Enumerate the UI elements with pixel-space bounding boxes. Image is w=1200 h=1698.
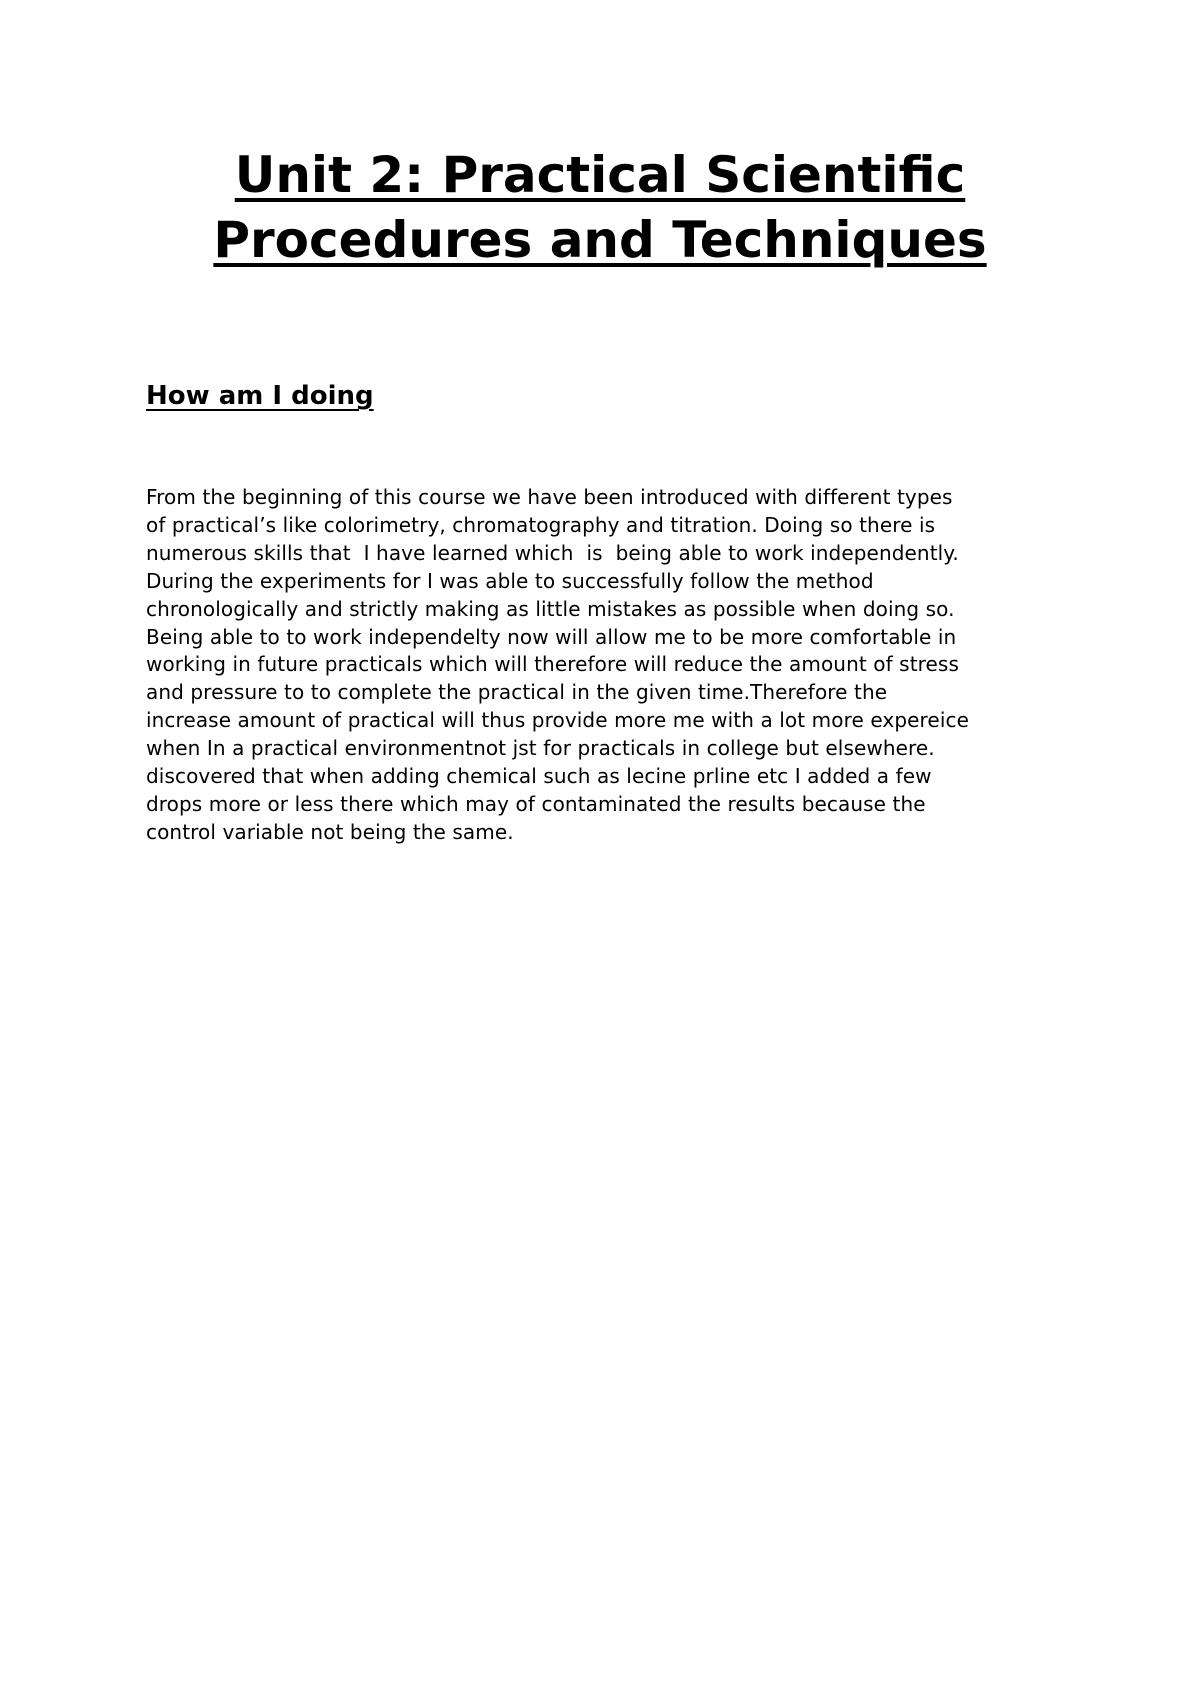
title-line-1: Unit 2: Practical Scientific <box>234 146 966 204</box>
paragraph-line: increase amount of practical will thus provide more me with a lot more expereice <box>146 708 969 733</box>
paragraph-line: Being able to to work independelty now will allow me to be more comfortable in <box>146 624 957 649</box>
paragraph-line: of practical’s like colorimetry, chromatography and titration. Doing so there is <box>146 512 936 537</box>
paragraph-line: From the beginning of this course we have been introduced with different types <box>146 485 953 509</box>
paragraph-line: discovered that when adding chemical such as lecine prline etc I added a few <box>146 764 932 789</box>
paragraph-line: drops more or less there which may of contaminated the results because the <box>146 791 926 816</box>
paragraph-line: when In a practical environmentnot jst for practicals in college but elsewhere. <box>146 736 935 761</box>
document-title <box>0 143 1200 273</box>
paragraph-line: During the experiments for I was able to successfully follow the method <box>146 568 874 593</box>
paragraph-line: chronologically and strictly making as little mistakes as possible when doing so. <box>146 596 955 621</box>
paragraph-line: numerous skills that I have learned which is being able to work independently. <box>146 540 959 565</box>
section-heading: How am I doing <box>146 381 374 411</box>
paragraph-line: working in future practicals which will therefore will reduce the amount of stress <box>146 652 959 677</box>
paragraph-line: control variable not being the same. <box>146 819 514 844</box>
body-paragraph <box>146 484 1076 847</box>
title-line-2: Procedures and Techniques <box>213 211 987 269</box>
paragraph-line: and pressure to to complete the practical in the given time.Therefore the <box>146 680 888 705</box>
